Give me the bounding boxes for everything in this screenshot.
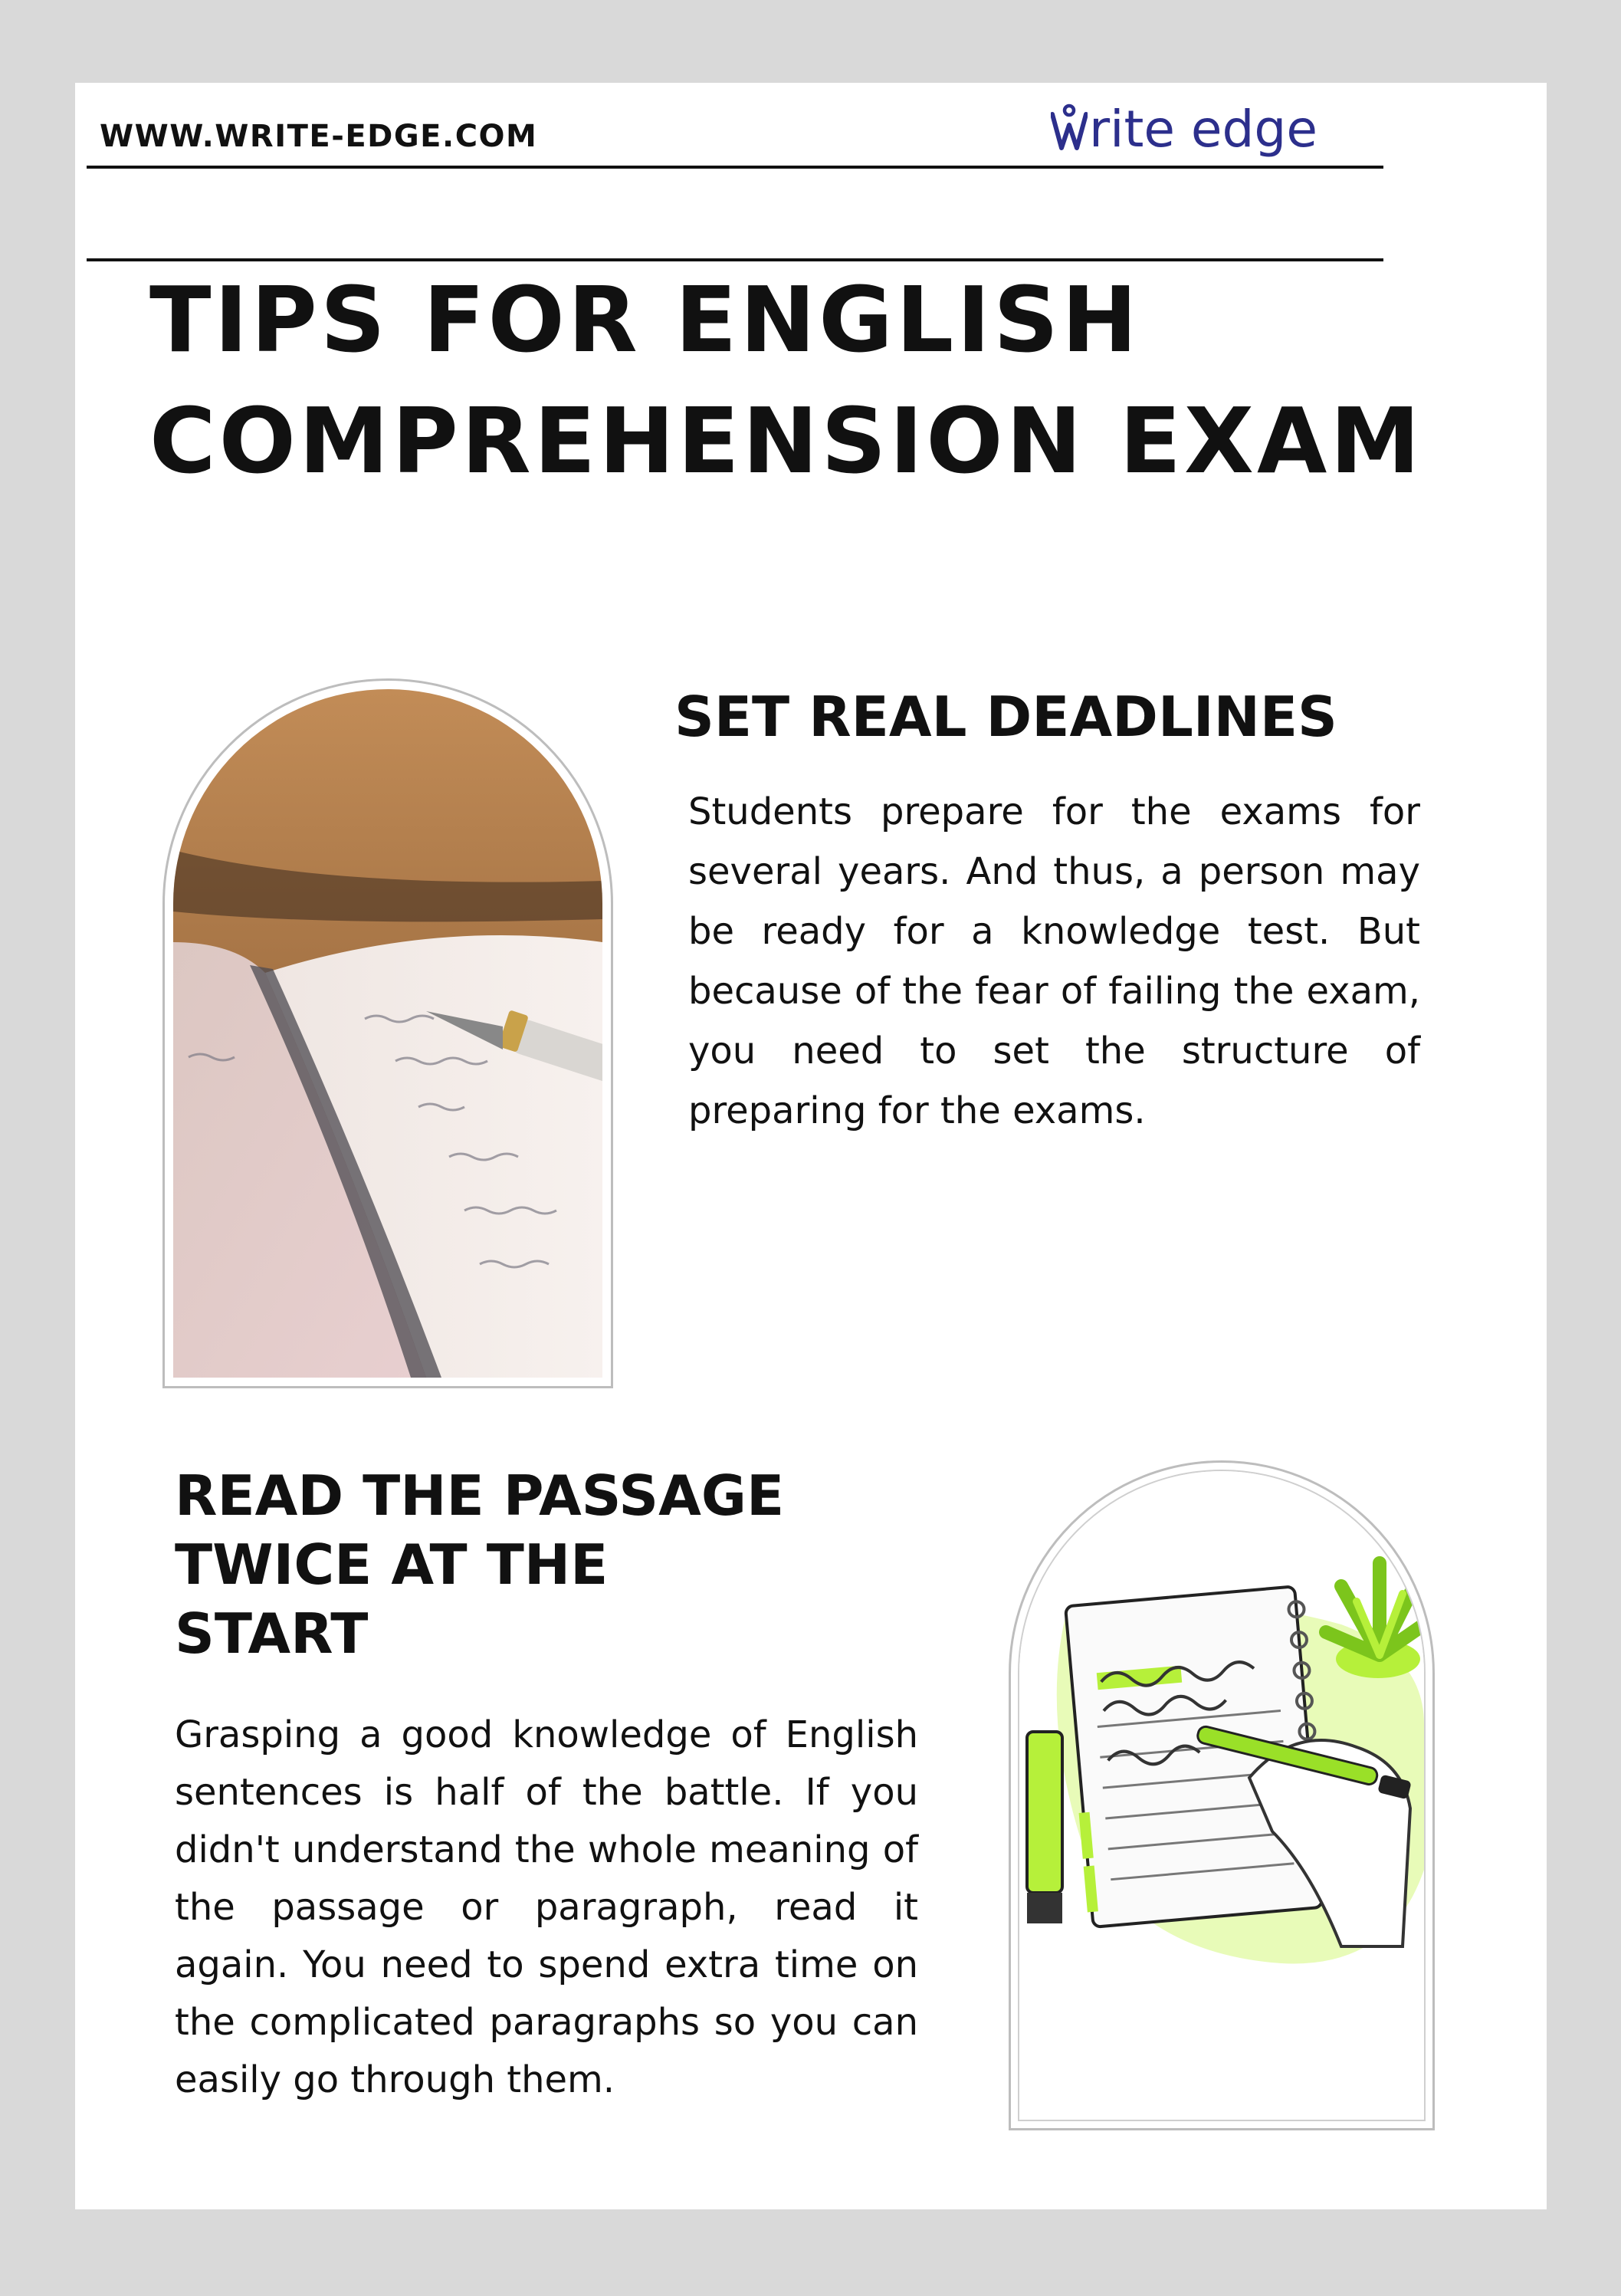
writing-illustration-graphic — [1019, 1471, 1424, 2120]
section-1-heading: SET REAL DEADLINES — [674, 685, 1337, 749]
logo-text: rite edge — [1089, 100, 1317, 159]
section-2-heading — [175, 1461, 941, 1668]
notebook-pen-photo-graphic — [173, 689, 602, 1378]
page-title — [149, 259, 1468, 501]
site-url[interactable]: WWW.WRITE-EDGE.COM — [100, 119, 538, 154]
section-2-heading-line-3: START — [175, 1601, 369, 1666]
section-2-heading-line-1: READ THE PASSAGE — [175, 1463, 785, 1528]
page-title-line-1: TIPS FOR ENGLISH — [149, 267, 1140, 373]
section-2-heading-line-2: TWICE AT THE — [175, 1532, 609, 1597]
page-title-line-2: COMPREHENSION EXAM — [149, 388, 1423, 494]
header-top-rule — [87, 166, 1383, 169]
brand-logo — [1051, 98, 1380, 161]
logo-w-mark-icon — [1051, 103, 1088, 153]
section-2-body: Grasping a good knowledge of English sentences is half of the battle. If you didn't understand the whole meaning of the passage or paragraph, read it again. You need to spend extra time on the complicated paragraphs so you can easily go through them. — [175, 1713, 918, 2101]
section-1-body: Students prepare for the exams for several years. And thus, a person may be ready for a knowledge test. But because of the fear of failing the exam, you need to set the structure of preparing for the exams. — [688, 790, 1420, 1132]
notebook-pen-photo — [173, 689, 602, 1378]
writing-illustration — [1018, 1470, 1426, 2121]
